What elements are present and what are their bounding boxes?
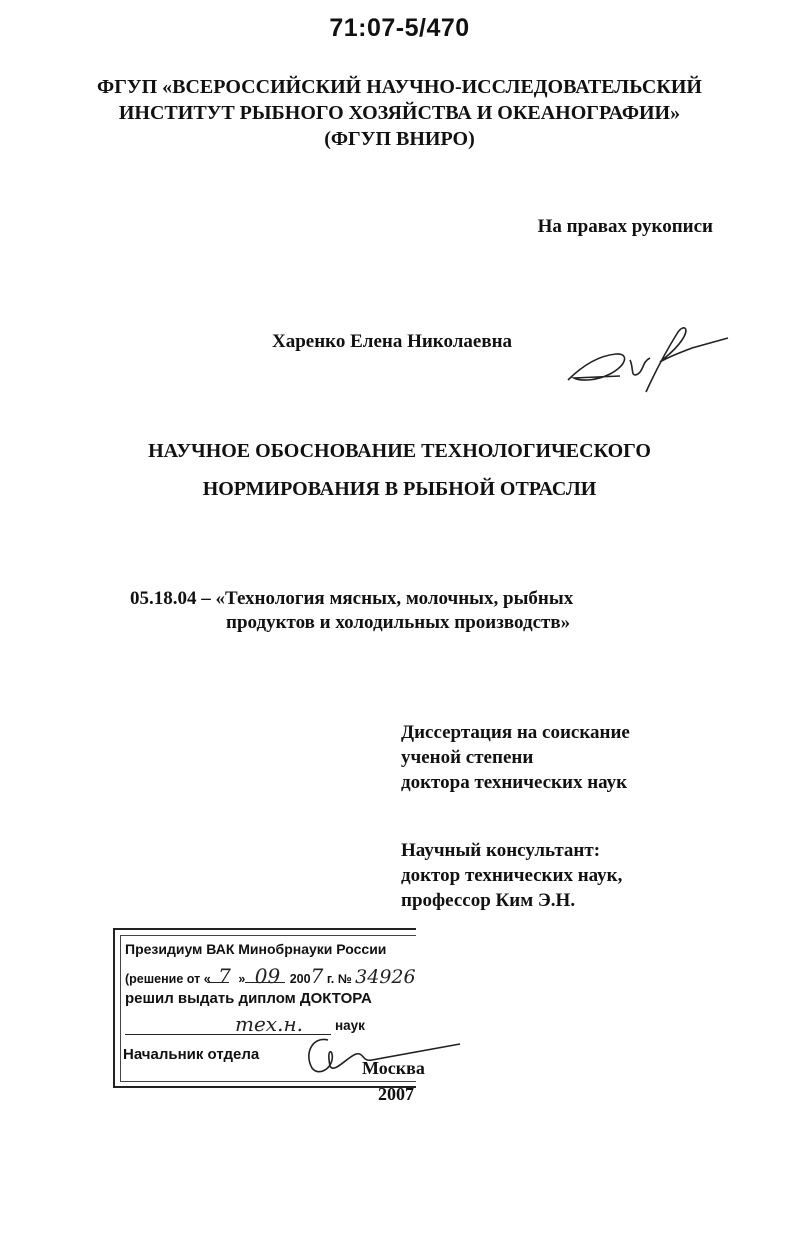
institution-line-3: (ФГУП ВНИРО)	[324, 128, 475, 150]
specialty-line-1: 05.18.04 – «Технология мясных, молочных, рыбных	[130, 588, 574, 609]
year: 2007	[378, 1084, 414, 1104]
stamp-line-1: Президиум ВАК Минобрнауки России	[125, 941, 387, 957]
institution-line-1: ФГУП «ВСЕРОССИЙСКИЙ НАУЧНО-ИССЛЕДОВАТЕЛЬСКИЙ	[97, 76, 702, 98]
author-signature	[560, 318, 732, 398]
city: Москва	[362, 1058, 425, 1078]
title-line-1: НАУЧНОЕ ОБОСНОВАНИЕ ТЕХНОЛОГИЧЕСКОГО	[148, 440, 651, 462]
stamp-decision-line	[125, 964, 416, 988]
consultant-line-2: доктор технических наук,	[401, 865, 623, 886]
dissertation-line-2: ученой степени	[401, 747, 534, 768]
stamp-decision-mid-2: 200	[289, 972, 311, 986]
stamp-decision-prefix: (решение от «	[125, 972, 211, 986]
consultant-line-3: профессор Ким Э.Н.	[401, 890, 576, 911]
consultant-line-1: Научный консультант:	[401, 840, 601, 861]
title-line-2: НОРМИРОВАНИЯ В РЫБНОЙ ОТРАСЛИ	[202, 478, 597, 500]
author-name: Харенко Елена Николаевна	[272, 331, 513, 352]
stamp-day-underline	[207, 982, 229, 983]
stamp-line-3: решил выдать диплом ДОКТОРА	[125, 990, 372, 1007]
stamp-field-handwritten: тех.н.	[235, 1012, 303, 1036]
institution-line-2: ИНСТИТУТ РЫБНОГО ХОЗЯЙСТВА И ОКЕАНОГРАФИИ»	[118, 102, 681, 124]
stamp-number-suffix: 26	[391, 966, 416, 988]
stamp-field-suffix: наук	[335, 1018, 365, 1033]
dissertation-line-1: Диссертация на соискание	[401, 722, 630, 743]
stamp-decision-mid-1: »	[238, 972, 246, 986]
stamp-month: 09	[254, 964, 281, 988]
stamp-line-5: Начальник отдела	[123, 1046, 260, 1063]
stamp-year-digit: 7	[310, 964, 324, 988]
catalog-number: 71:07-5/470	[329, 14, 470, 42]
stamp-number: 349	[355, 966, 392, 988]
stamp-decision-mid-3: г. №	[326, 972, 352, 986]
dissertation-line-3: доктора технических наук	[401, 772, 628, 793]
specialty-line-2: продуктов и холодильных производств»	[226, 612, 571, 633]
stamp-month-underline	[245, 982, 285, 983]
rights-note: На правах рукописи	[537, 216, 713, 237]
stamp-day: 7	[218, 964, 231, 988]
